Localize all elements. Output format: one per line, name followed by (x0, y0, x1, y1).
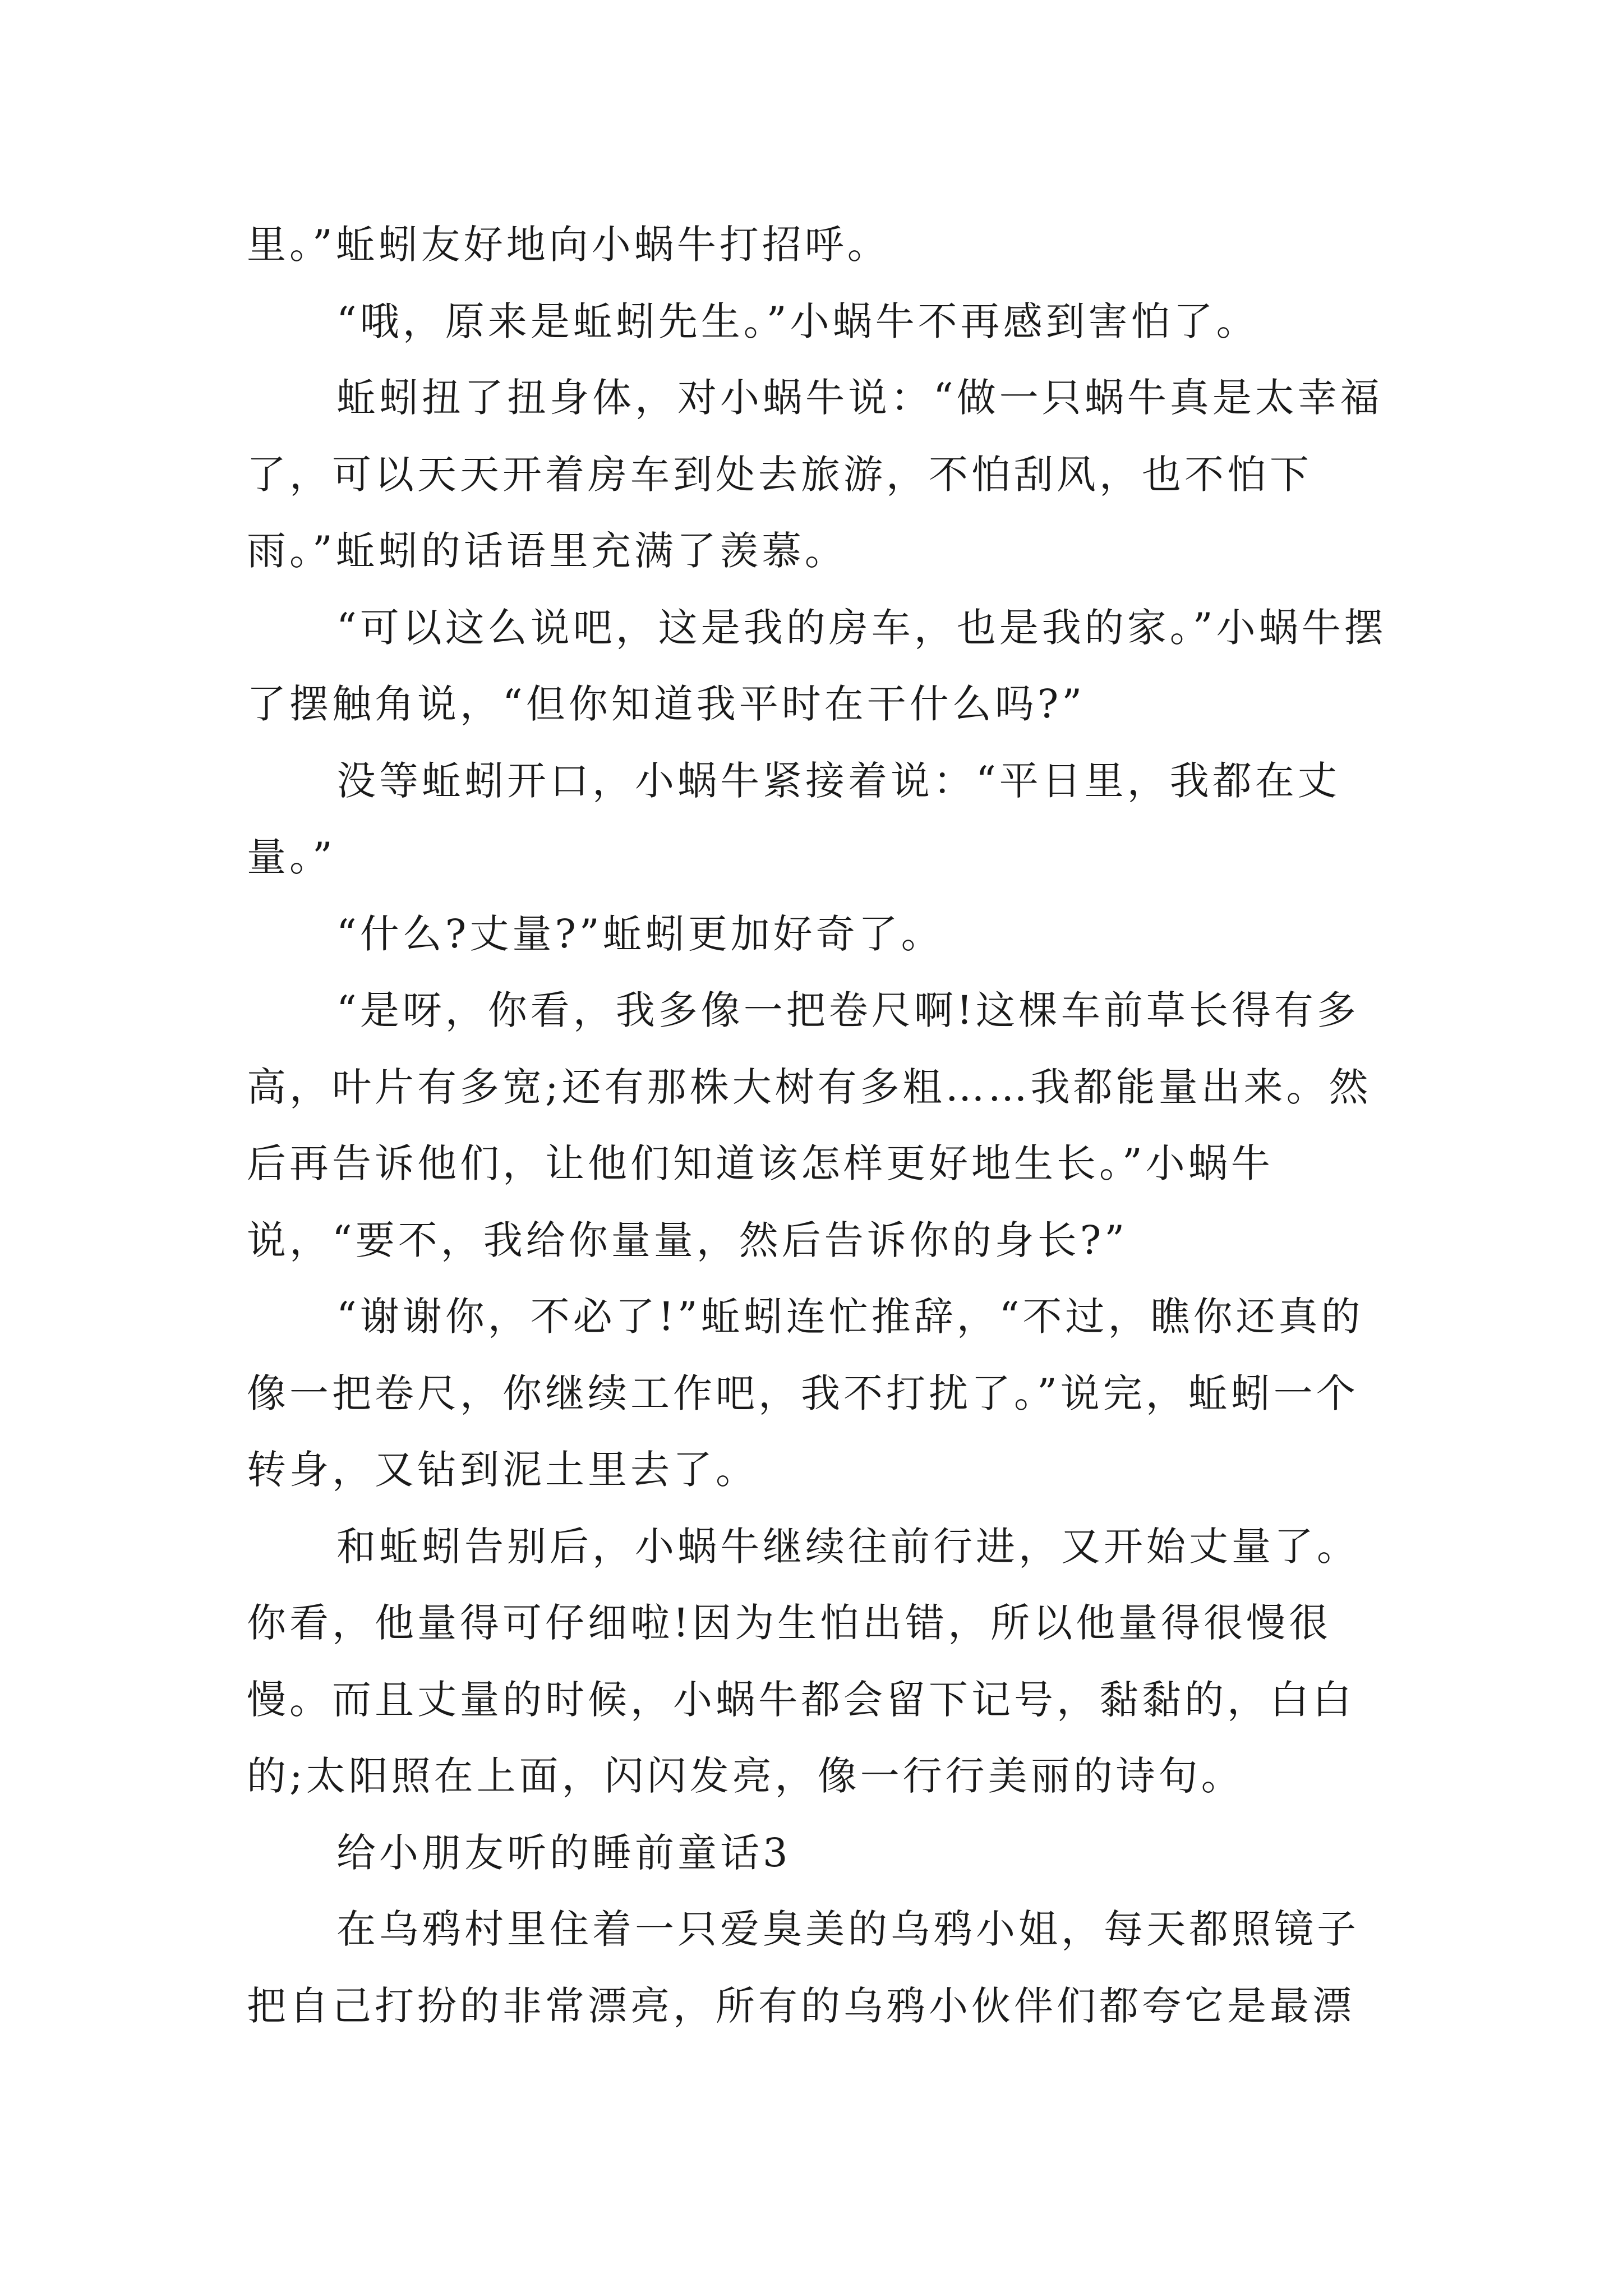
section-heading: 给小朋友听的睡前童话3 (336, 1829, 791, 1876)
paragraph-11: 在乌鸦村里住着一只爱臭美的乌鸦小姐，每天都照镜子把自己打扮的非常漂亮，所有的乌鸦小伙伴们都夸它是最漂 (247, 1906, 1359, 2029)
paragraph-3: 蚯蚓扭了扭身体，对小蜗牛说：“做一只蜗牛真是太幸福了，可以天天开着房车到处去旅游，不怕刮风，也不怕下雨。”蚯蚓的话语里充满了羡慕。 (247, 375, 1383, 574)
paragraph-8: “谢谢你，不必了!”蚯蚓连忙推辞，“不过，瞧你还真的像一把卷尺，你继续工作吧，我不打扰了。”说完，蚯蚓一个转身，又钻到泥土里去了。 (247, 1294, 1364, 1493)
paragraph-6: “什么?丈量?”蚯蚓更加好奇了。 (336, 910, 944, 957)
paragraph-1: 里。”蚯蚓友好地向小蜗牛打招呼。 (247, 222, 890, 268)
paragraph-4: “可以这么说吧，这是我的房车，也是我的家。”小蜗牛摆了摆触角说，“但你知道我平时在干什么吗?” (247, 604, 1387, 727)
paragraph-2: “哦，原来是蚯蚓先生。”小蜗牛不再感到害怕了。 (336, 298, 1259, 344)
document-body (247, 206, 1391, 2044)
paragraph-9: 和蚯蚓告别后，小蜗牛继续往前行进，又开始丈量了。你看，他量得可仔细啦!因为生怕出错，所以他量得很慢很慢。而且丈量的时候，小蜗牛都会留下记号，黏黏的，白白的;太阳照在上面，闪闪发亮，像一行行美丽的诗句。 (247, 1523, 1359, 1799)
paragraph-5: 没等蚯蚓开口，小蜗牛紧接着说：“平日里，我都在丈量。” (247, 757, 1340, 880)
paragraph-7: “是呀，你看，我多像一把卷尺啊!这棵车前草长得有多高，叶片有多宽;还有那株大树有多粗……我都能量出来。然后再告诉他们，让他们知道该怎样更好地生长。”小蜗牛说，“要不，我给你量量，然后告诉你的身长?” (247, 987, 1372, 1263)
